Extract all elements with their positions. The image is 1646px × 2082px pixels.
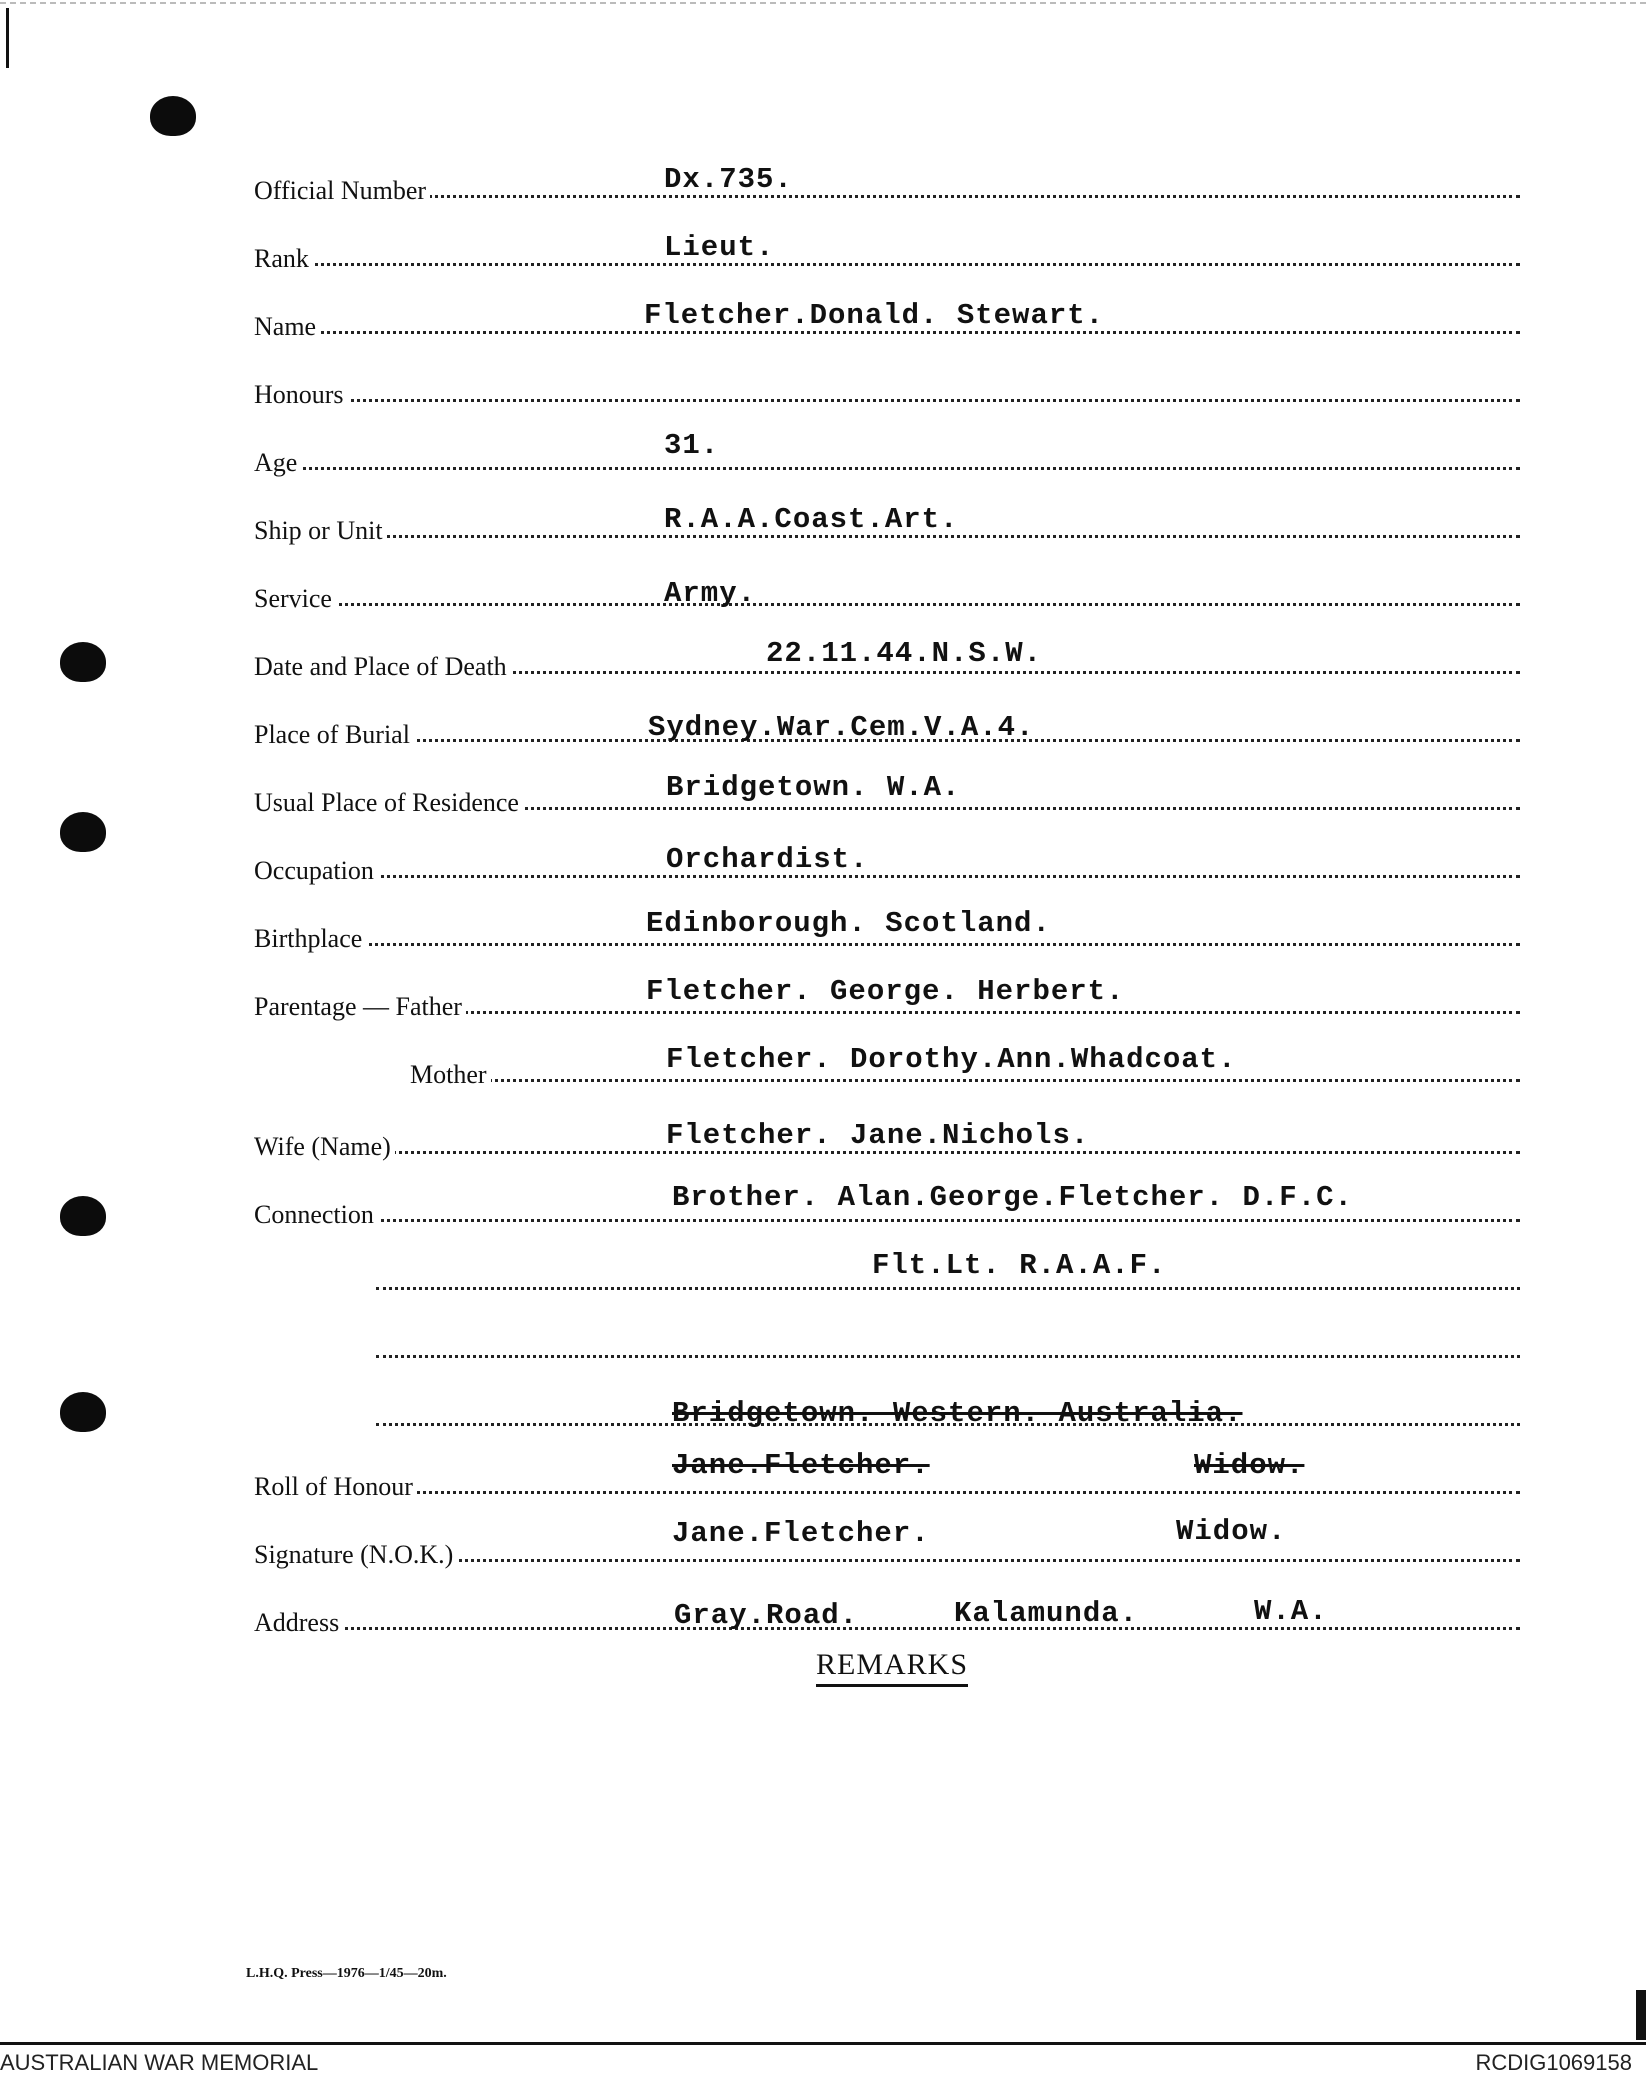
- birthplace-label: Birthplace: [254, 924, 366, 954]
- birthplace-value: Edinborough. Scotland.: [646, 907, 1051, 940]
- burial-value: Sydney.War.Cem.V.A.4.: [648, 711, 1035, 744]
- mother-value: Fletcher. Dorothy.Ann.Whadcoat.: [666, 1043, 1237, 1076]
- service-label: Service: [254, 584, 336, 614]
- punch-hole: [60, 642, 106, 682]
- dotted-line: [254, 263, 1520, 266]
- signature-label: Signature (N.O.K.): [254, 1540, 457, 1570]
- wife-value: Fletcher. Jane.Nichols.: [666, 1119, 1090, 1152]
- official-number-value: Dx.735.: [664, 163, 793, 196]
- rank-row: [254, 230, 1520, 274]
- father-label: Parentage — Father: [254, 992, 466, 1022]
- dotted-line: [254, 943, 1520, 946]
- occupation-row: [254, 842, 1520, 886]
- dotted-line: [254, 875, 1520, 878]
- official-number-label: Official Number: [254, 176, 430, 206]
- father-value: Fletcher. George. Herbert.: [646, 975, 1125, 1008]
- punch-hole: [150, 96, 196, 136]
- dotted-line: [254, 399, 1520, 402]
- service-row: [254, 570, 1520, 614]
- signature-row: [254, 1515, 1520, 1570]
- occupation-label: Occupation: [254, 856, 378, 886]
- remarks-heading: REMARKS: [816, 1648, 968, 1687]
- occupation-value: Orchardist.: [666, 843, 869, 876]
- punch-hole: [60, 1196, 106, 1236]
- print-code: L.H.Q. Press—1976—1/45—20m.: [246, 1966, 447, 1981]
- honours-row: [254, 366, 1520, 410]
- name-label: Name: [254, 312, 320, 342]
- punch-hole: [60, 1392, 106, 1432]
- address-street: Gray.Road.: [674, 1599, 859, 1632]
- dotted-line: [254, 1219, 1520, 1222]
- burial-row: [254, 706, 1520, 750]
- footer-divider: [0, 2042, 1646, 2045]
- residence-label: Usual Place of Residence: [254, 788, 523, 818]
- service-value: Army.: [664, 577, 757, 610]
- wife-row: [254, 1118, 1520, 1162]
- mother-row: [410, 1043, 1520, 1090]
- roll-of-honour-relation: Widow.: [1194, 1449, 1305, 1482]
- age-label: Age: [254, 448, 301, 478]
- top-scan-edge: [0, 2, 1646, 4]
- rank-label: Rank: [254, 244, 313, 274]
- dotted-line: [410, 1079, 1520, 1082]
- address-row: [254, 1594, 1520, 1638]
- address-town: Kalamunda.: [954, 1597, 1139, 1630]
- wife-label: Wife (Name): [254, 1132, 395, 1162]
- connection-value: Brother. Alan.George.Fletcher. D.F.C.: [672, 1181, 1353, 1214]
- birthplace-row: [254, 907, 1520, 954]
- burial-label: Place of Burial: [254, 720, 414, 750]
- ship-or-unit-label: Ship or Unit: [254, 516, 387, 546]
- connection-continuation-value: Flt.Lt. R.A.A.F.: [872, 1249, 1167, 1282]
- connection-continuation-row: [376, 1249, 1520, 1298]
- left-scan-edge: [6, 8, 9, 68]
- official-number-row: [254, 162, 1520, 206]
- dotted-line: [254, 1627, 1520, 1630]
- connection-blank-row: [376, 1322, 1520, 1366]
- residence-row: [254, 771, 1520, 818]
- death-value: 22.11.44.N.S.W.: [766, 637, 1043, 670]
- corner-mark: [1636, 1990, 1646, 2040]
- address-label: Address: [254, 1608, 343, 1638]
- death-label: Date and Place of Death: [254, 652, 511, 682]
- signature-name: Jane.Fletcher.: [672, 1517, 930, 1550]
- age-row: [254, 429, 1520, 478]
- roll-of-honour-row: [254, 1449, 1520, 1502]
- ship-or-unit-row: [254, 502, 1520, 546]
- residence-value: Bridgetown. W.A.: [666, 771, 961, 804]
- connection-address-value: Bridgetown. Western. Australia.: [672, 1397, 1243, 1430]
- address-state: W.A.: [1254, 1595, 1328, 1628]
- roll-of-honour-name: Jane.Fletcher.: [672, 1449, 930, 1482]
- age-value: 31.: [664, 429, 720, 462]
- archive-id: RCDIG1069158: [1475, 2050, 1632, 2075]
- name-value: Fletcher.Donald. Stewart.: [644, 299, 1105, 332]
- name-row: [254, 298, 1520, 342]
- dotted-line: [376, 1287, 1520, 1290]
- dotted-line: [254, 195, 1520, 198]
- honours-label: Honours: [254, 380, 348, 410]
- dotted-line: [254, 603, 1520, 606]
- connection-row: [254, 1181, 1520, 1230]
- dotted-line: [376, 1355, 1520, 1358]
- rank-value: Lieut.: [664, 231, 775, 264]
- dotted-line: [254, 1491, 1520, 1494]
- father-row: [254, 975, 1520, 1022]
- punch-hole: [60, 812, 106, 852]
- dotted-line: [254, 467, 1520, 470]
- mother-label: Mother: [410, 1060, 491, 1090]
- connection-address-row: [376, 1390, 1520, 1434]
- roll-of-honour-label: Roll of Honour: [254, 1472, 417, 1502]
- archive-name: AUSTRALIAN WAR MEMORIAL: [0, 2050, 319, 2075]
- signature-relation: Widow.: [1176, 1515, 1287, 1548]
- connection-label: Connection: [254, 1200, 378, 1230]
- death-row: [254, 638, 1520, 682]
- ship-or-unit-value: R.A.A.Coast.Art.: [664, 503, 959, 536]
